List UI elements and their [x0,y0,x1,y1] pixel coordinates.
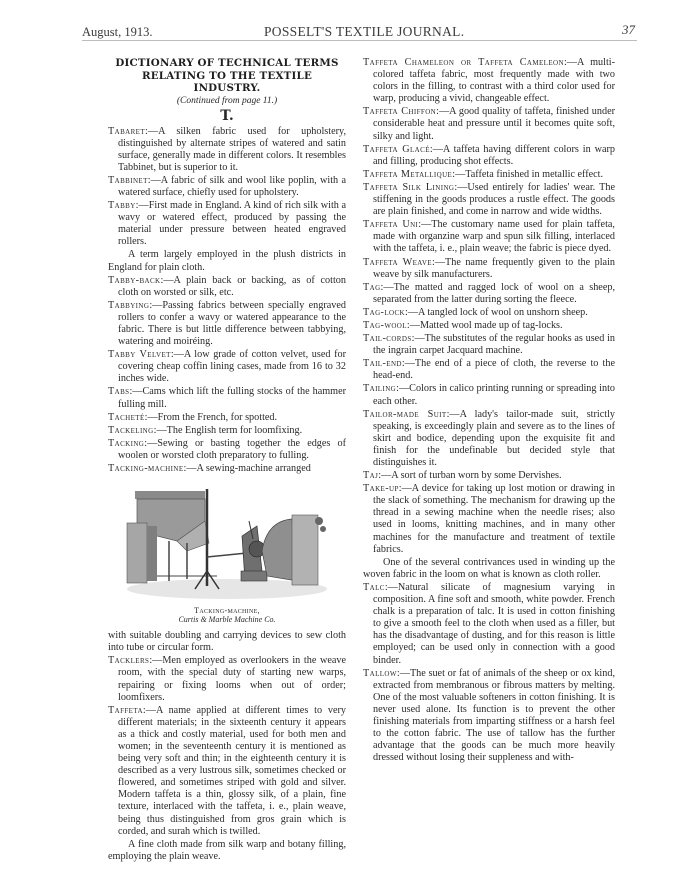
page-number: 37 [622,22,635,37]
dictionary-entry [108,126,346,174]
entry-term: Taffeta Chameleon or Taffeta Cameleon [363,57,564,68]
entry-definition: First made in England. A kind of rich silk with a wavy or watered effect, produced by passing the material under pressure between heated engraved rollers. [118,200,346,248]
entry-term: Tag-wool [363,319,407,331]
entry-definition: From the French, for spotted. [157,411,278,423]
entry-term: Tag [363,281,381,293]
entry-definition: The end of a piece of cloth, the reverse to the head-end. [373,358,615,382]
entry-term: Tabby [108,200,136,212]
entry-term: Tallow [363,667,397,679]
entry-separator: :— [411,333,425,345]
entry-separator: :— [398,483,412,495]
entry-term: Tailing [363,383,397,395]
entry-term: Taffeta Silk Lining [363,181,455,193]
left-entries-after-figure [108,655,346,863]
entry-definition: Matted wool made up of tag-locks. [419,319,563,331]
entry-term: Talc [363,581,385,593]
entry-separator: :— [446,408,460,420]
entry-definition: A sort of turban worn by some Dervishes. [391,470,562,482]
entry-term: Taffeta Chiffon [363,106,437,118]
dictionary-entry [108,438,346,462]
entry-term: Tackeling [108,424,154,436]
dictionary-entry [363,257,615,281]
dictionary-entry [363,219,615,255]
entry-definition: A name applied at different times to very different materials; in the sixteenth century it appears as a thick and costly material, used for both men and women; in the seventeenth century it is mentioned as being very soft and thin; in the eighteenth century it is described as a very lustrous silk, sometimes checked or flowered, and sometimes striped with gold and silver. Modern taffeta is a thin, glossy silk, of a plain, fine texture, interlaced with the taffeta, i. e., plain weave, being thus distinguished from gros grain which is corded, and surah which is twilled. [118,704,346,837]
entry-term: Tacheté [108,411,145,423]
entry-separator: :— [147,174,161,186]
dictionary-entry [363,470,615,482]
entry-definition: A lady's tailor-made suit, strictly speaking, is exceedingly plain and severe as to the lines of skirt and bodice, depending upon the exquisite fit and finish for the undefinable but decided style that distinguishes it. [373,408,615,468]
entry-separator: :— [142,704,156,716]
entry-separator: :— [160,274,174,286]
dictionary-entry [108,412,346,424]
entry-separator: :— [380,281,394,293]
entry-definition: A silken fabric used for upholstery, distinguished by alternate stripes of watered and satin surface, generally made in different colors. It resembles Tabbinet, but is superior to it. [118,125,346,173]
tacking-machine-illustration [117,481,337,606]
entry-separator: :— [129,386,143,398]
left-entries [108,126,346,476]
entry-separator: :— [396,667,410,679]
tacking-machine-continuation: with suitable doubling and carrying devices to sew cloth into tube or circular form. [108,630,346,654]
dictionary-entry [108,349,346,385]
entry-separator: :— [436,106,450,118]
issue-date: August, 1913. [82,25,153,39]
entry-definition: Cams which lift the fulling stocks of the hammer fulling mill. [118,386,346,410]
dictionary-entry [108,300,346,348]
continued-note: (Continued from page 11.) [176,95,278,106]
entry-term: Tabbinet [108,174,148,186]
entry-term: Tabby-back [108,274,161,286]
dictionary-entry [363,333,615,357]
entry-separator: :— [144,411,158,423]
entry-separator: :— [452,168,466,180]
dictionary-entry [363,307,615,319]
dictionary-entry [363,668,615,765]
figure-caption-title: Tacking-machine, [194,606,260,616]
dictionary-entry [108,655,346,703]
entry-definition: A plain back or backing, as of cotton cloth on worsted or silk, etc. [118,274,346,298]
entry-term: Tabs [108,386,130,398]
dictionary-entry [108,175,346,199]
entry-definition: The substitutes of the regular hooks as used in the ingrain carpet Jacquard machine. [373,333,615,357]
dictionary-entry [363,182,615,218]
dictionary-entry [363,483,615,556]
entry-definition: Used entirely for ladies' wear. The stiffening in the goods produces a rustle effect. The goods are plain finished, and come in narrow and wide widths. [373,181,615,218]
entry-separator: :— [396,383,410,395]
entry-term: Tacking-machine [108,463,184,475]
article-title-line-1: DICTIONARY OF TECHNICAL TERMS [115,57,339,69]
entry-additional-paragraph: A term largely employed in the plush districts in England for plain cloth. [108,249,346,273]
entry-definition: Natural silicate of magnesium varying in composition. A fine soft and smooth, white powder. French chalk is a preparation of talc. It is used in cotton finishing to give a smooth feel to the cloth when used as a filler, but has the disadvantage of dusting, and for this reason is little employed; can be used only in connection with a good binder. [373,581,615,666]
entry-additional-paragraph: A fine cloth made from silk warp and botany filling, employing the plain weave. [108,838,346,862]
entry-separator: :— [378,470,392,482]
right-entries [363,57,615,764]
entry-term: Taffeta Uni [363,219,419,231]
left-column [108,57,346,864]
entry-definition: A multi-colored taffeta fabric, most frequently made with two colors in the filling, to contrast with a third color used for warp, producing a vivid, changeable effect. [373,57,616,105]
entry-term: Tacklers [108,655,150,667]
entry-definition: A sewing-machine arranged [196,463,311,475]
dictionary-entry [363,358,615,382]
entry-separator: :— [170,349,184,361]
dictionary-entry [108,386,346,410]
dictionary-entry [108,705,346,838]
entry-term: Tag-lock [363,306,405,318]
entry-separator: :— [431,256,446,268]
article-title-line-2: RELATING TO THE TEXTILE INDUSTRY. [141,69,313,94]
entry-separator: :— [145,125,159,137]
entry-separator: :— [418,219,432,231]
entry-term: Taffeta [108,704,143,716]
entry-definition: A taffeta having different colors in warp and filling, producing shot effects. [373,143,615,167]
entry-definition: The name frequently given to the plain weave by silk manufacturers. [373,256,615,280]
entry-separator: :— [135,200,149,212]
dictionary-entry [363,144,615,168]
entry-term: Take-up [363,483,399,495]
entry-term: Tabbying [108,299,150,311]
entry-definition: Sewing or basting together the edges of woolen or worsted cloth preparatory to fulling. [118,437,346,461]
entry-separator: :— [406,319,420,331]
dictionary-entry [363,383,615,407]
entry-term: Taffeta Weave [363,256,432,268]
dictionary-entry [108,200,346,248]
dictionary-entry [363,57,615,105]
entry-term: Tail-cords [363,333,412,345]
entry-definition: A fabric of silk and wool like poplin, with a watered surface, chiefly used for upholstery. [118,174,346,198]
dictionary-entry [363,169,615,181]
entry-term: Taffeta Metallique [363,168,453,180]
entry-term: Tail-end [363,358,402,370]
entry-separator: :— [149,655,163,667]
entry-definition: Taffeta finished in metallic effect. [465,168,604,180]
running-header [82,22,637,41]
entry-separator: :— [384,581,398,593]
journal-title: POSSELT'S TEXTILE JOURNAL. [264,24,465,39]
entry-separator: :— [153,424,167,436]
entry-term: Tailor-made Suit [363,408,447,420]
entry-term: Taffeta Glacé [363,143,430,155]
dictionary-entry [363,106,615,142]
dictionary-entry [108,463,346,475]
entry-definition: The suet or fat of animals of the sheep or ox kind, extracted from membranous or fibrous matters by melting. One of the most valuable softeners in cotton finishing. It is never used alone. Its function is to prevent the other finishing materials from imparting stiffness or a harsh feel to the cotton fabric. The use of tallow has the further advantage that the goods can be much more heavily dressed without losing their suppleness and with- [373,667,615,764]
entry-separator: :— [183,463,197,475]
entry-definition: Passing fabrics between specially engraved rollers to confer a wavy or watered appearance to the fabric. There is but little difference between tabbying, watering and moiréing. [118,299,346,348]
entry-definition: A tangled lock of wool on unshorn sheep. [418,306,588,318]
right-column [363,57,615,765]
entry-definition: Colors in calico printing running or spreading into each other. [373,383,615,407]
dictionary-entry [363,320,615,332]
entry-definition: The matted and ragged lock of wool on a sheep, separated from the latter during sorting the fleece. [373,281,615,305]
entry-separator: :— [454,181,468,193]
figure-caption-credit: Curtis & Marble Machine Co. [178,615,276,625]
section-letter: T. [220,107,234,124]
entry-separator: :— [404,306,419,318]
dictionary-entry [108,425,346,437]
tacking-machine-figure [108,481,346,624]
dictionary-entry [108,275,346,299]
entry-definition: A device for taking up lost motion or drawing in the slack of something. The mechanism for drawing up the thread in a sewing machine when the needle rises; also used in looms, knitting machines, and in many other machines for the manufacture and treatment of textile fabrics. [373,483,615,555]
entry-separator: :— [429,143,443,155]
entry-definition: The English term for loomfixing. [166,424,303,436]
entry-definition: Men employed as overlookers in the weave room, with the special duty of starting new warps, repairing or fixing looms when out of order; loomfixers. [118,655,346,703]
dictionary-entry [363,409,615,469]
dictionary-entry [363,582,615,667]
entry-separator: :— [149,299,163,311]
entry-definition: A low grade of cotton velvet, used for covering cheap coffin lining cases, made from 16 to 32 inches wide. [118,349,346,385]
entry-term: Tabaret [108,125,146,137]
entry-term: Tabby Velvet [108,349,171,361]
entry-term: Tacking [108,437,145,449]
entry-separator: :— [144,437,158,449]
entry-additional-paragraph: One of the several contrivances used in winding up the woven fabric in the loom on what is known as cloth roller. [363,556,615,580]
entry-definition: A good quality of taffeta, finished under considerable heat and pressure until it becomes quite soft, silky and light. [373,106,615,142]
entry-definition: The customary name used for plain taffeta, made with organzine warp and spun silk filling, interlaced with the taffeta, i. e., plain weave; the fabric is piece dyed. [373,219,615,255]
entry-separator: :— [563,57,577,68]
dictionary-entry [363,282,615,306]
entry-separator: :— [401,358,415,370]
entry-term: Taj [363,470,379,482]
